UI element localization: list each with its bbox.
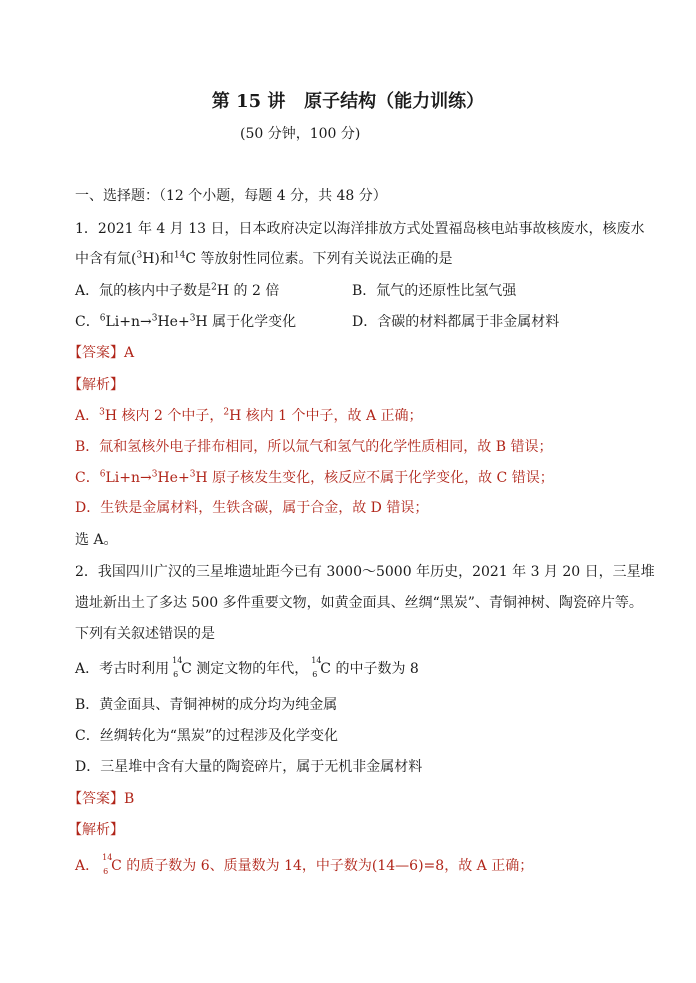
q2-option-c: C．丝绸转化为“黑炭”的过程涉及化学变化: [75, 728, 339, 744]
carbon-14-notation: 14 6: [172, 656, 183, 679]
q1-analysis-heading: 【解析】: [68, 377, 124, 393]
q1-stem-line1: 1．2021 年 4 月 13 日，日本政府决定以海洋排放方式处置福岛核电站事故核废水，核废水: [75, 221, 645, 237]
q1-explain-b: B．氚和氢核外电子排布相同，所以氚气和氢气的化学性质相同，故 B 错误；: [75, 439, 553, 455]
q1-explain-d: D．生铁是金属材料，生铁含碳，属于合金，故 D 错误；: [75, 500, 429, 516]
q1-answer: 【答案】A: [68, 345, 135, 361]
carbon-14-notation: 14 6: [102, 853, 113, 876]
page-subtitle: (50 分钟，100 分): [240, 126, 361, 142]
q1-explain-c: C．$^6$Li+n→$^3$He+$^3$H 原子核发生变化，核反应不属于化学变化，故 C 错误；: [75, 469, 554, 486]
q1-option-d: D．含碳的材料都属于非金属材料: [352, 314, 560, 330]
q2-analysis-heading: 【解析】: [68, 822, 124, 838]
q2-option-d: D．三星堆中含有大量的陶瓷碎片，属于无机非金属材料: [75, 759, 423, 775]
q2-stem-line1: 2．我国四川广汉的三星堆遗址距今已有 3000～5000 年历史，2021 年 3 月 20 日，三星堆: [75, 564, 655, 580]
q2-option-a: A．考古时利用 14 6 C 测定文物的年代， 14 6 C 的中子数为 8: [75, 656, 419, 679]
q1-choose: 选 A。: [75, 532, 118, 548]
q2-explain-a: A． 14 6 C 的质子数为 6、质量数为 14，中子数为(14—6)=8，故 A 正确；: [75, 853, 534, 876]
q1-option-a: A．氚的核内中子数是$^2$H 的 2 倍: [75, 282, 280, 299]
q2-option-b: B．黄金面具、青铜神树的成分均为纯金属: [75, 697, 338, 713]
page-title: 第 15 讲 原子结构（能力训练）: [211, 91, 485, 112]
section-heading: 一、选择题：（12 个小题，每题 4 分，共 48 分）: [75, 188, 387, 204]
q1-stem-line2: 中含有氚($^3$H)和$^{14}$C 等放射性同位素。下列有关说法正确的是: [75, 250, 453, 267]
q1-option-b: B．氚气的还原性比氢气强: [352, 283, 517, 299]
q1-options-ab: [75, 281, 635, 301]
carbon-14-notation: 14 6: [311, 656, 322, 679]
q1-options-cd: [75, 312, 635, 332]
q1-option-c: C．$^6$Li+n→$^3$He+$^3$H 属于化学变化: [75, 313, 297, 330]
q1-explain-a: A．$^3$H 核内 2 个中子，$^2$H 核内 1 个中子，故 A 正确；: [75, 407, 423, 424]
q2-stem-line3: 下列有关叙述错误的是: [75, 626, 215, 642]
q2-answer: 【答案】B: [68, 791, 135, 807]
q2-stem-line2: 遗址新出土了多达 500 多件重要文物，如黄金面具、丝绸“黑炭”、青铜神树、陶瓷碎片等。: [75, 595, 643, 611]
